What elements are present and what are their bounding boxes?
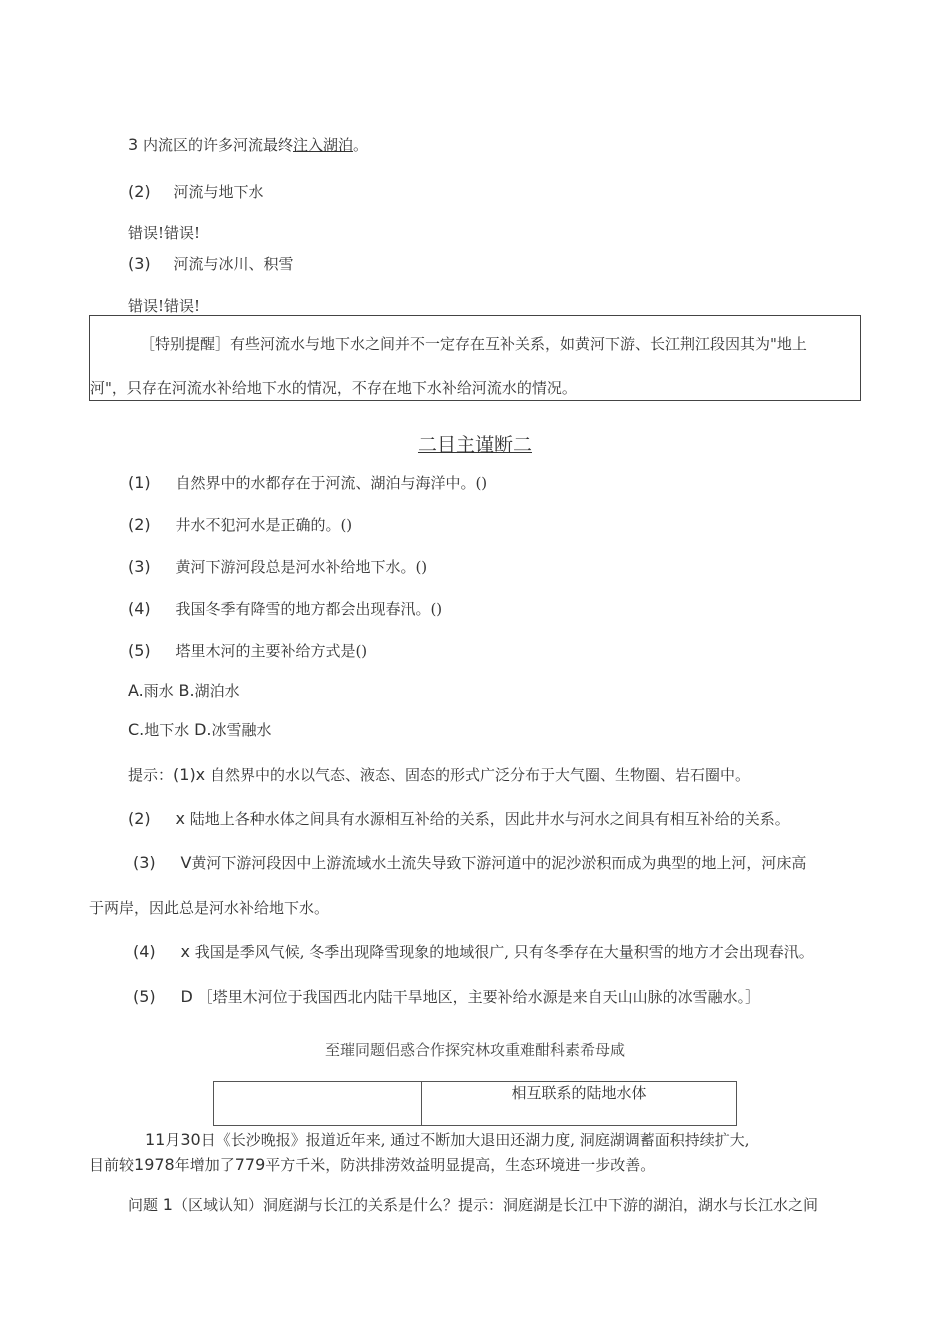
special-reminder-box xyxy=(89,315,861,401)
hint-text: 我国是季风气候, 冬季出现降雪现象的地域很广, 只有冬季存在大量积雪的地方才会出现春汛。 xyxy=(194,943,814,961)
table-header-cell: 相互联系的陆地水体 xyxy=(511,1084,647,1102)
hint-mark: V xyxy=(180,853,192,872)
option-c-label: C. xyxy=(128,720,145,739)
section-title: 二目主谨断二 xyxy=(417,434,532,456)
news-number: 11 xyxy=(145,1130,166,1149)
option-b-text: 湖泊水 xyxy=(194,682,240,700)
news-number: 30 xyxy=(180,1130,201,1149)
hint-1 xyxy=(128,765,750,785)
hint-prefix: 提示： xyxy=(128,766,174,784)
question-2 xyxy=(128,515,352,535)
error-text: 错误!错误! xyxy=(128,224,201,242)
option-c-text: 地下水 xyxy=(144,721,190,739)
item-number: (3) xyxy=(128,254,151,273)
hint-text: 陆地上各种水体之间具有水源相互补给的关系，因此井水与河水之间具有相互补给的关系。 xyxy=(189,810,790,828)
problem-number: 1 xyxy=(162,1195,173,1214)
underlined-text: 注入湖泊 xyxy=(292,136,353,154)
news-text: 日《长沙晚报》报道近年来, 通过不断加大退田还湖力度, 洞庭湖调蓄面积持续扩大, xyxy=(200,1131,750,1149)
news-text: 目前较 xyxy=(89,1156,135,1174)
question-5 xyxy=(128,641,367,661)
item-number: 3 xyxy=(128,135,139,154)
reminder-line-2: 河"，只存在河流水补给地下水的情况，不存在地下水补给河流水的情况。 xyxy=(90,379,577,397)
reminder-line-1: ［特别提醒］有些河流水与地下水之间并不一定存在互补关系，如黄河下游、长江荆江段因其为"地上 xyxy=(140,335,807,353)
problem-text: （区域认知）洞庭湖与长江的关系是什么？提示：洞庭湖是长江中下游的湖泊，湖水与长江水之间 xyxy=(172,1196,818,1214)
hint-5 xyxy=(133,987,760,1007)
question-3 xyxy=(128,557,427,577)
error-text: 错误!错误! xyxy=(128,297,201,315)
section-subheading: 至璀同题侣惑合作探究林攻重难酣科素希母咸 xyxy=(324,1041,625,1059)
item-3b-heading xyxy=(128,254,293,274)
question-number: (1) xyxy=(128,473,151,492)
question-text: 塔里木河的主要补给方式是() xyxy=(175,642,368,660)
item-3-line xyxy=(128,135,368,155)
question-text: 我国冬季有降雪的地方都会出现春汛。() xyxy=(175,600,443,618)
hint-number: (4) xyxy=(133,942,156,961)
hint-text: ［塔里木河位于我国西北内陆干旱地区，主要补给水源是来自天山山脉的冰雪融水。］ xyxy=(197,988,761,1006)
news-number: 779 xyxy=(234,1155,266,1174)
question-number: (4) xyxy=(128,599,151,618)
option-d-label: D. xyxy=(194,720,212,739)
punctuation: 。 xyxy=(353,136,369,154)
question-text: 井水不犯河水是正确的。() xyxy=(175,516,353,534)
problem-label: 问题 xyxy=(128,1196,159,1214)
hint-2 xyxy=(128,809,790,829)
question-number: (5) xyxy=(128,641,151,660)
option-a-text: 雨水 xyxy=(143,682,174,700)
water-bodies-table xyxy=(213,1081,737,1126)
news-text: 月 xyxy=(165,1131,181,1149)
news-line-1 xyxy=(145,1130,750,1150)
option-d-text: 冰雪融水 xyxy=(211,721,272,739)
hint-text: 黄河下游河段因中上游流域水土流失导致下游河道中的泥沙淤积而成为典型的地上河，河床高 xyxy=(191,854,807,872)
item-2-heading xyxy=(128,182,263,202)
hint-3 xyxy=(133,853,806,873)
hint-4 xyxy=(133,942,814,962)
hint-number: (5) xyxy=(133,987,156,1006)
hint-mark: D xyxy=(180,987,193,1006)
item-text: 河流与地下水 xyxy=(173,183,264,201)
news-text: 年增加了 xyxy=(174,1156,235,1174)
option-a-label: A. xyxy=(128,681,144,700)
question-4 xyxy=(128,599,442,619)
hint-number: (3) xyxy=(133,853,156,872)
question-text: 自然界中的水都存在于河流、湖泊与海洋中。() xyxy=(175,474,488,492)
option-b-label: B. xyxy=(178,681,195,700)
hint-number: (2) xyxy=(128,809,151,828)
hint-text: 自然界中的水以气态、液态、固态的形式广泛分布于大气圈、生物圈、岩石圈中。 xyxy=(209,766,750,784)
question-1 xyxy=(128,473,487,493)
item-text: 内流区的许多河流最终 xyxy=(142,136,293,154)
question-text: 黄河下游河段总是河水补给地下水。() xyxy=(175,558,428,576)
hint-mark: x xyxy=(175,809,185,828)
options-ab xyxy=(128,681,240,701)
question-number: (2) xyxy=(128,515,151,534)
hint-3-continued: 于两岸，因此总是河水补给地下水。 xyxy=(89,899,330,917)
item-text: 河流与冰川、积雪 xyxy=(173,255,294,273)
hint-mark: x xyxy=(180,942,190,961)
news-line-2 xyxy=(89,1155,655,1175)
problem-1 xyxy=(128,1195,818,1215)
options-cd xyxy=(128,720,271,740)
question-number: (3) xyxy=(128,557,151,576)
hint-number: (1)x xyxy=(173,765,206,784)
item-number: (2) xyxy=(128,182,151,201)
news-number: 1978 xyxy=(134,1155,175,1174)
news-text: 平方千米，防洪排涝效益明显提高，生态环境进一步改善。 xyxy=(265,1156,656,1174)
